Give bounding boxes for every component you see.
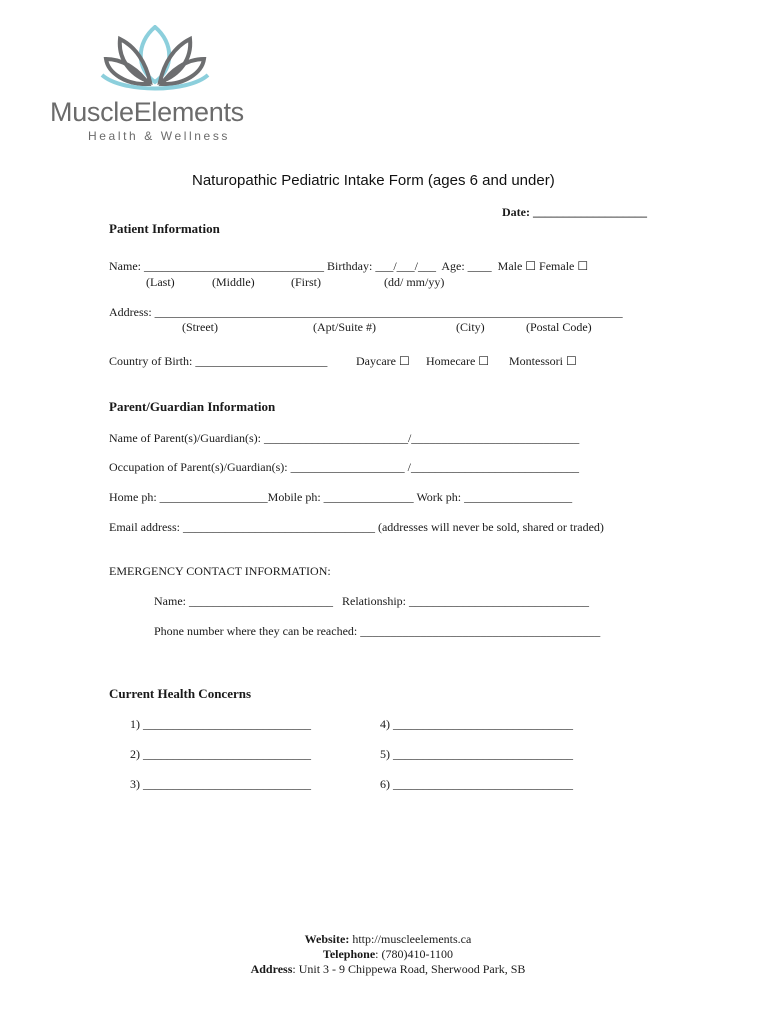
footer-address (0, 947, 770, 977)
label-street: (Street) (182, 320, 218, 334)
label-apt: (Apt/Suite #) (313, 320, 376, 334)
logo-tagline: Health & Wellness (88, 129, 231, 143)
label-ddmmyy: (dd/ mm/yy) (384, 275, 445, 289)
address-value: : Unit 3 - 9 Chippewa Road, Sherwood Park, SB (292, 962, 526, 976)
logo (50, 25, 260, 145)
date-field[interactable]: Date: ___________________ (502, 205, 647, 219)
label-postal: (Postal Code) (526, 320, 592, 334)
patient-name-line[interactable]: Name: ______________________________ Birthday: ___/___/___ Age: ____ Male ☐ Female ☐ (109, 259, 589, 273)
label-last: (Last) (146, 275, 175, 289)
label-city: (City) (456, 320, 485, 334)
health-item[interactable]: 1) ____________________________ (130, 717, 311, 731)
emergency-phone-line[interactable]: Phone number where they can be reached: ________________________________________ (154, 624, 601, 638)
parent-occupation-line[interactable]: Occupation of Parent(s)/Guardian(s): ___________________ /____________________________ (109, 460, 579, 474)
parent-email-line[interactable]: Email address: ________________________________ (addresses will never be sold, shared or traded) (109, 520, 604, 534)
address-label: Address (250, 962, 293, 976)
health-heading: Current Health Concerns (109, 686, 252, 701)
patient-heading: Patient Information (109, 221, 220, 236)
website-link[interactable]: http://muscleelements.ca (349, 932, 472, 946)
emergency-heading: EMERGENCY CONTACT INFORMATION: (109, 564, 331, 578)
logo-name: MuscleElements (50, 97, 244, 127)
health-item[interactable]: 5) ______________________________ (380, 747, 573, 761)
health-item[interactable]: 2) ____________________________ (130, 747, 311, 761)
health-item[interactable]: 3) ____________________________ (130, 777, 311, 791)
parent-name-line[interactable]: Name of Parent(s)/Guardian(s): ________________________/____________________________ (109, 431, 580, 445)
parent-phone-line[interactable]: Home ph: __________________Mobile ph: _______________ Work ph: __________________ (109, 490, 573, 504)
health-item[interactable]: 4) ______________________________ (380, 717, 573, 731)
country-of-birth-line[interactable]: Country of Birth: ______________________ (109, 354, 328, 368)
lotus-icon (50, 25, 260, 95)
emergency-name-line[interactable]: Name: ________________________ Relationship: ______________________________ (154, 594, 589, 608)
montessori-checkbox[interactable]: Montessori ☐ (509, 354, 577, 368)
label-first: (First) (291, 275, 321, 289)
website-label: Website: (304, 932, 350, 946)
telephone-value: : (780)410-1100 (375, 947, 454, 961)
health-item[interactable]: 6) ______________________________ (380, 777, 573, 791)
label-middle: (Middle) (212, 275, 255, 289)
form-title: Naturopathic Pediatric Intake Form (ages 6 and under) (192, 172, 555, 189)
telephone-label: Telephone (322, 947, 376, 961)
parent-heading: Parent/Guardian Information (109, 399, 276, 414)
homecare-checkbox[interactable]: Homecare ☐ (426, 354, 490, 368)
daycare-checkbox[interactable]: Daycare ☐ (356, 354, 410, 368)
address-line[interactable]: Address: ______________________________________________________________________________ (109, 305, 623, 319)
